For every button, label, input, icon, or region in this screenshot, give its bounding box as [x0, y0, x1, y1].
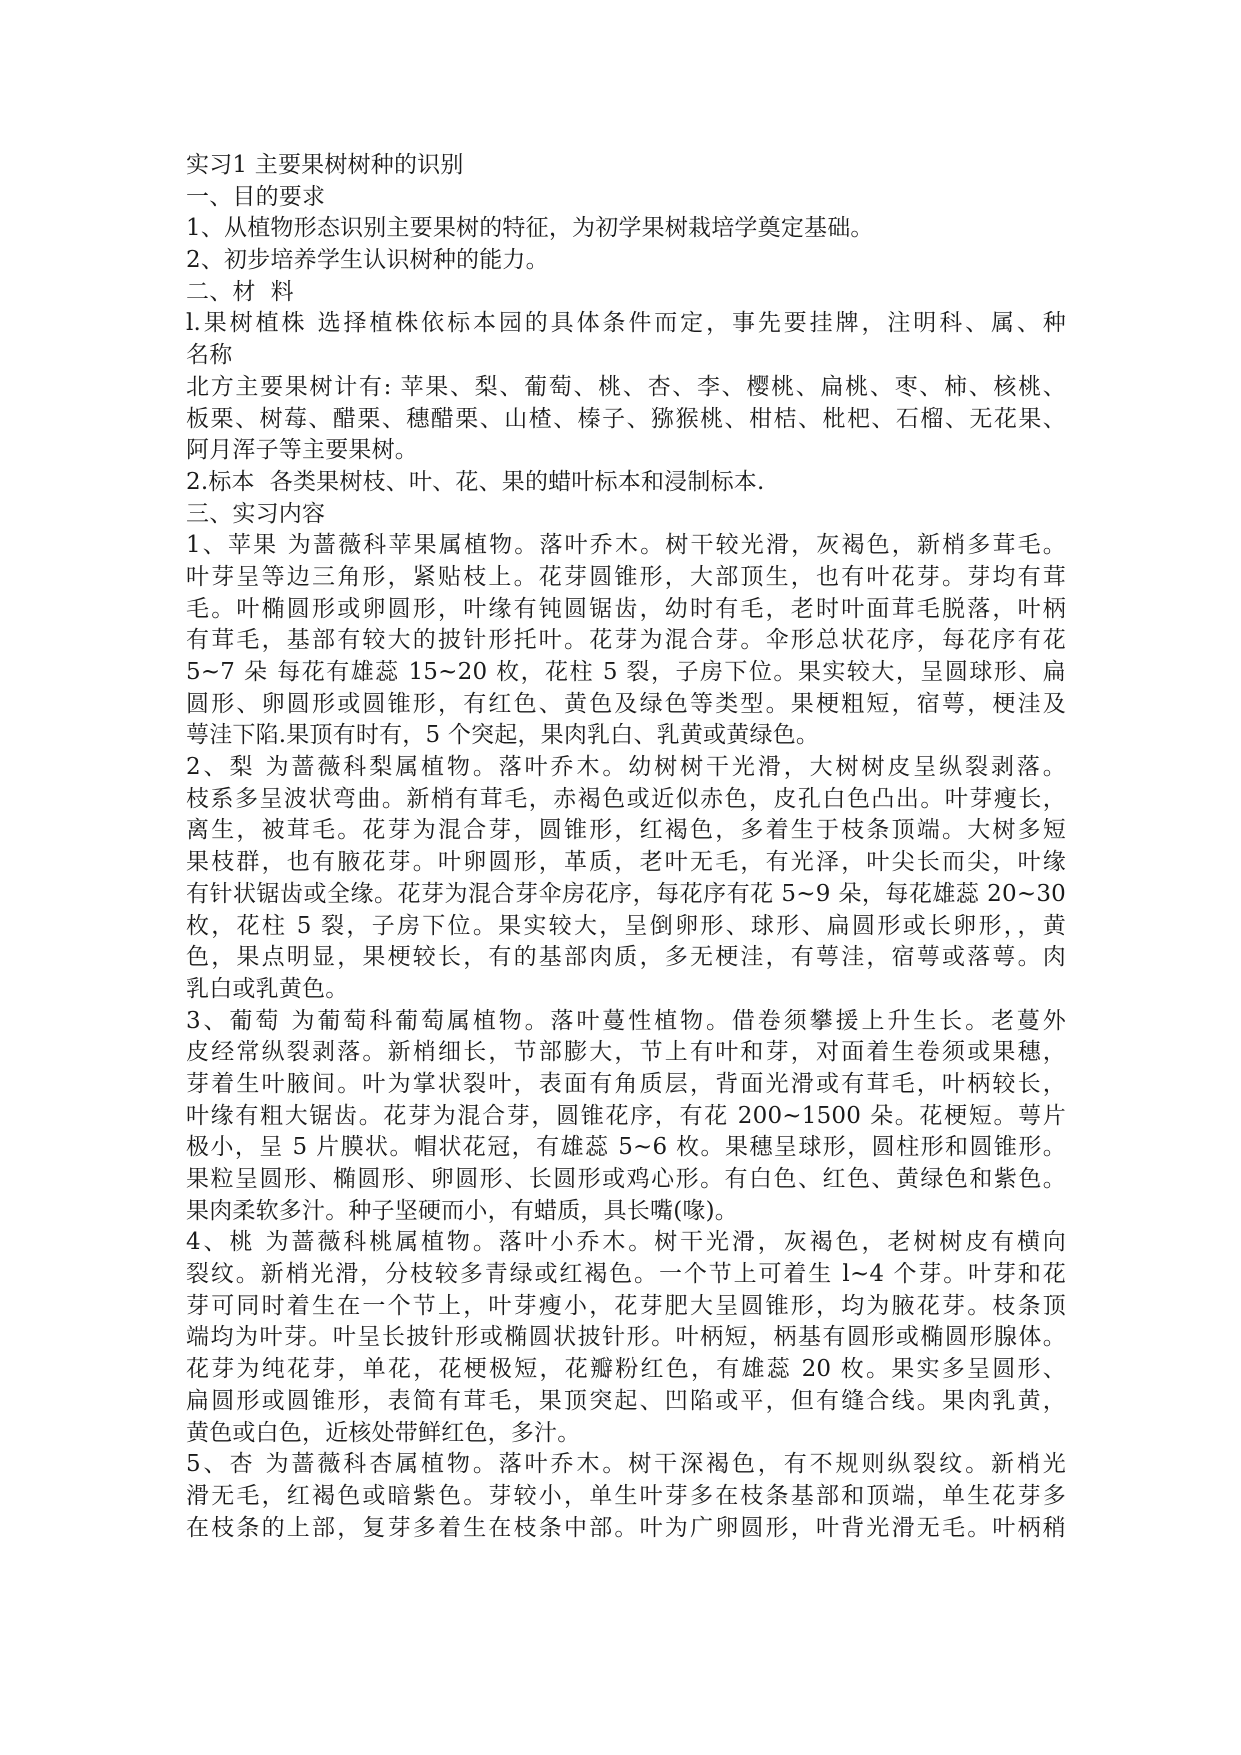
text-line: 萼洼下陷.果顶有时有，5 个突起，果肉乳白、乳黄或黄绿色。 — [186, 722, 820, 749]
text-line: 芽着生叶腋间。叶为掌状裂叶，表面有角质层，背面光滑或有茸毛，叶柄较长， — [186, 1070, 1066, 1097]
text-line: 叶芽呈等边三角形，紧贴枝上。花芽圆锥形，大部顶生，也有叶花芽。芽均有茸 — [186, 563, 1066, 590]
text-line: 板栗、树莓、醋栗、穗醋栗、山楂、榛子、猕猴桃、柑桔、枇杷、石榴、无花果、 — [186, 405, 1066, 432]
text-line: 果粒呈圆形、椭圆形、卵圆形、长圆形或鸡心形。有白色、红色、黄绿色和紫色。 — [186, 1166, 1066, 1192]
text-line: 扁圆形或圆锥形，表简有茸毛，果顶突起、凹陷或平，但有缝合线。果肉乳黄， — [186, 1387, 1066, 1414]
text-line: 二、材 料 — [186, 278, 294, 305]
text-line: 毛。叶椭圆形或卵圆形，叶缘有钝圆锯齿，幼时有毛，老时叶面茸毛脱落，叶柄 — [186, 595, 1066, 622]
text-line: 4、桃 为蔷薇科桃属植物。落叶小乔木。树干光滑，灰褐色，老树树皮有横向 — [186, 1229, 1066, 1256]
text-line: 枝系多呈波状弯曲。新梢有茸毛，赤褐色或近似赤色，皮孔白色凸出。叶芽瘦长， — [186, 785, 1066, 812]
text-line: 果肉柔软多汁。种子坚硬而小，有蜡质，具长嘴(喙)。 — [186, 1197, 738, 1224]
text-line: 极小，呈 5 片膜状。帽状花冠，有雄蕊 5~6 枚。果穗呈球形，圆柱形和圆锥形。 — [186, 1134, 1066, 1161]
text-line: 2、梨 为蔷薇科梨属植物。落叶乔木。幼树树干光滑，大树树皮呈纵裂剥落。 — [186, 754, 1066, 781]
text-line: 圆形、卵圆形或圆锥形，有红色、黄色及绿色等类型。果梗粗短，宿萼，梗洼及 — [186, 690, 1066, 717]
text-line: 北方主要果树计有: 苹果、梨、葡萄、桃、杏、李、樱桃、扁桃、枣、柿、核桃、 — [186, 373, 1066, 400]
text-line: 果枝群，也有腋花芽。叶卵圆形，革质，老叶无毛，有光泽，叶尖长而尖，叶缘 — [186, 849, 1066, 876]
text-line: 滑无毛，红褐色或暗紫色。芽较小，单生叶芽多在枝条基部和顶端，单生花芽多 — [186, 1482, 1066, 1509]
text-line: 5、杏 为蔷薇科杏属植物。落叶乔木。树干深褐色，有不规则纵裂纹。新梢光 — [186, 1451, 1066, 1478]
text-line: 色，果点明显，果梗较长，有的基部肉质，多无梗洼，有萼洼，宿萼或落萼。肉 — [186, 944, 1066, 971]
text-line: 黄色或白色，近核处带鲜红色，多汁。 — [186, 1419, 581, 1446]
text-line: 1、从植物形态识别主要果树的特征，为初学果树栽培学奠定基础。 — [186, 215, 874, 242]
text-line: 一、目的要求 — [186, 183, 326, 210]
text-line: 芽可同时着生在一个节上，叶芽瘦小，花芽肥大呈圆锥形，均为腋花芽。枝条顶 — [186, 1292, 1066, 1319]
text-line: 花芽为纯花芽，单花，花梗极短，花瓣粉红色，有雄蕊 20 枚。果实多呈圆形、 — [186, 1356, 1066, 1383]
text-line: 有针状锯齿或全缘。花芽为混合芽伞房花序，每花序有花 5~9 朵，每花雄蕊 20~30 — [186, 880, 1066, 907]
text-line: 在枝条的上部，复芽多着生在枝条中部。叶为广卵圆形，叶背光滑无毛。叶柄稍 — [186, 1514, 1066, 1541]
text-line: 乳白或乳黄色。 — [186, 975, 349, 1002]
document-page — [186, 150, 1066, 1544]
text-line: 枚，花柱 5 裂，子房下位。果实较大，呈倒卵形、球形、扁圆形或长卵形，，黄 — [186, 912, 1066, 939]
text-line: 1、苹果 为蔷薇科苹果属植物。落叶乔木。树干较光滑，灰褐色，新梢多茸毛。 — [186, 532, 1066, 559]
text-line: 阿月浑子等主要果树。 — [186, 437, 418, 464]
text-line: 3、葡萄 为葡萄科葡萄属植物。落叶蔓性植物。借卷须攀援上升生长。老蔓外 — [186, 1007, 1066, 1034]
text-line: 端均为叶芽。叶呈长披针形或椭圆状披针形。叶柄短，柄基有圆形或椭圆形腺体。 — [186, 1324, 1066, 1351]
text-line: 皮经常纵裂剥落。新梢细长，节部膨大，节上有叶和芽，对面着生卷须或果穗， — [186, 1039, 1066, 1066]
text-line: 裂纹。新梢光滑，分枝较多青绿或红褐色。一个节上可着生 l~4 个芽。叶芽和花 — [186, 1261, 1066, 1288]
text-line: l.果树植株 选择植株依标本园的具体条件而定，事先要挂牌，注明科、属、种 — [186, 310, 1066, 337]
text-line: 叶缘有粗大锯齿。花芽为混合芽，圆锥花序，有花 200~1500 朵。花梗短。萼片 — [186, 1102, 1066, 1129]
text-line: 2.标本 各类果树枝、叶、花、果的蜡叶标本和浸制标本. — [186, 468, 765, 495]
text-line: 5~7 朵 每花有雄蕊 15~20 枚，花柱 5 裂，子房下位。果实较大，呈圆球形、扁 — [186, 659, 1066, 685]
text-line: 三、实习内容 — [186, 500, 326, 527]
text-line: 2、初步培养学生认识树种的能力。 — [186, 247, 549, 274]
text-line: 离生，被茸毛。花芽为混合芽，圆锥形，红褐色，多着生于枝条顶端。大树多短 — [186, 817, 1066, 844]
text-line: 名称 — [186, 342, 233, 369]
text-line: 实习1 主要果树树种的识别 — [186, 152, 464, 178]
text-line: 有茸毛，基部有较大的披针形托叶。花芽为混合芽。伞形总状花序，每花序有花 — [186, 627, 1066, 654]
